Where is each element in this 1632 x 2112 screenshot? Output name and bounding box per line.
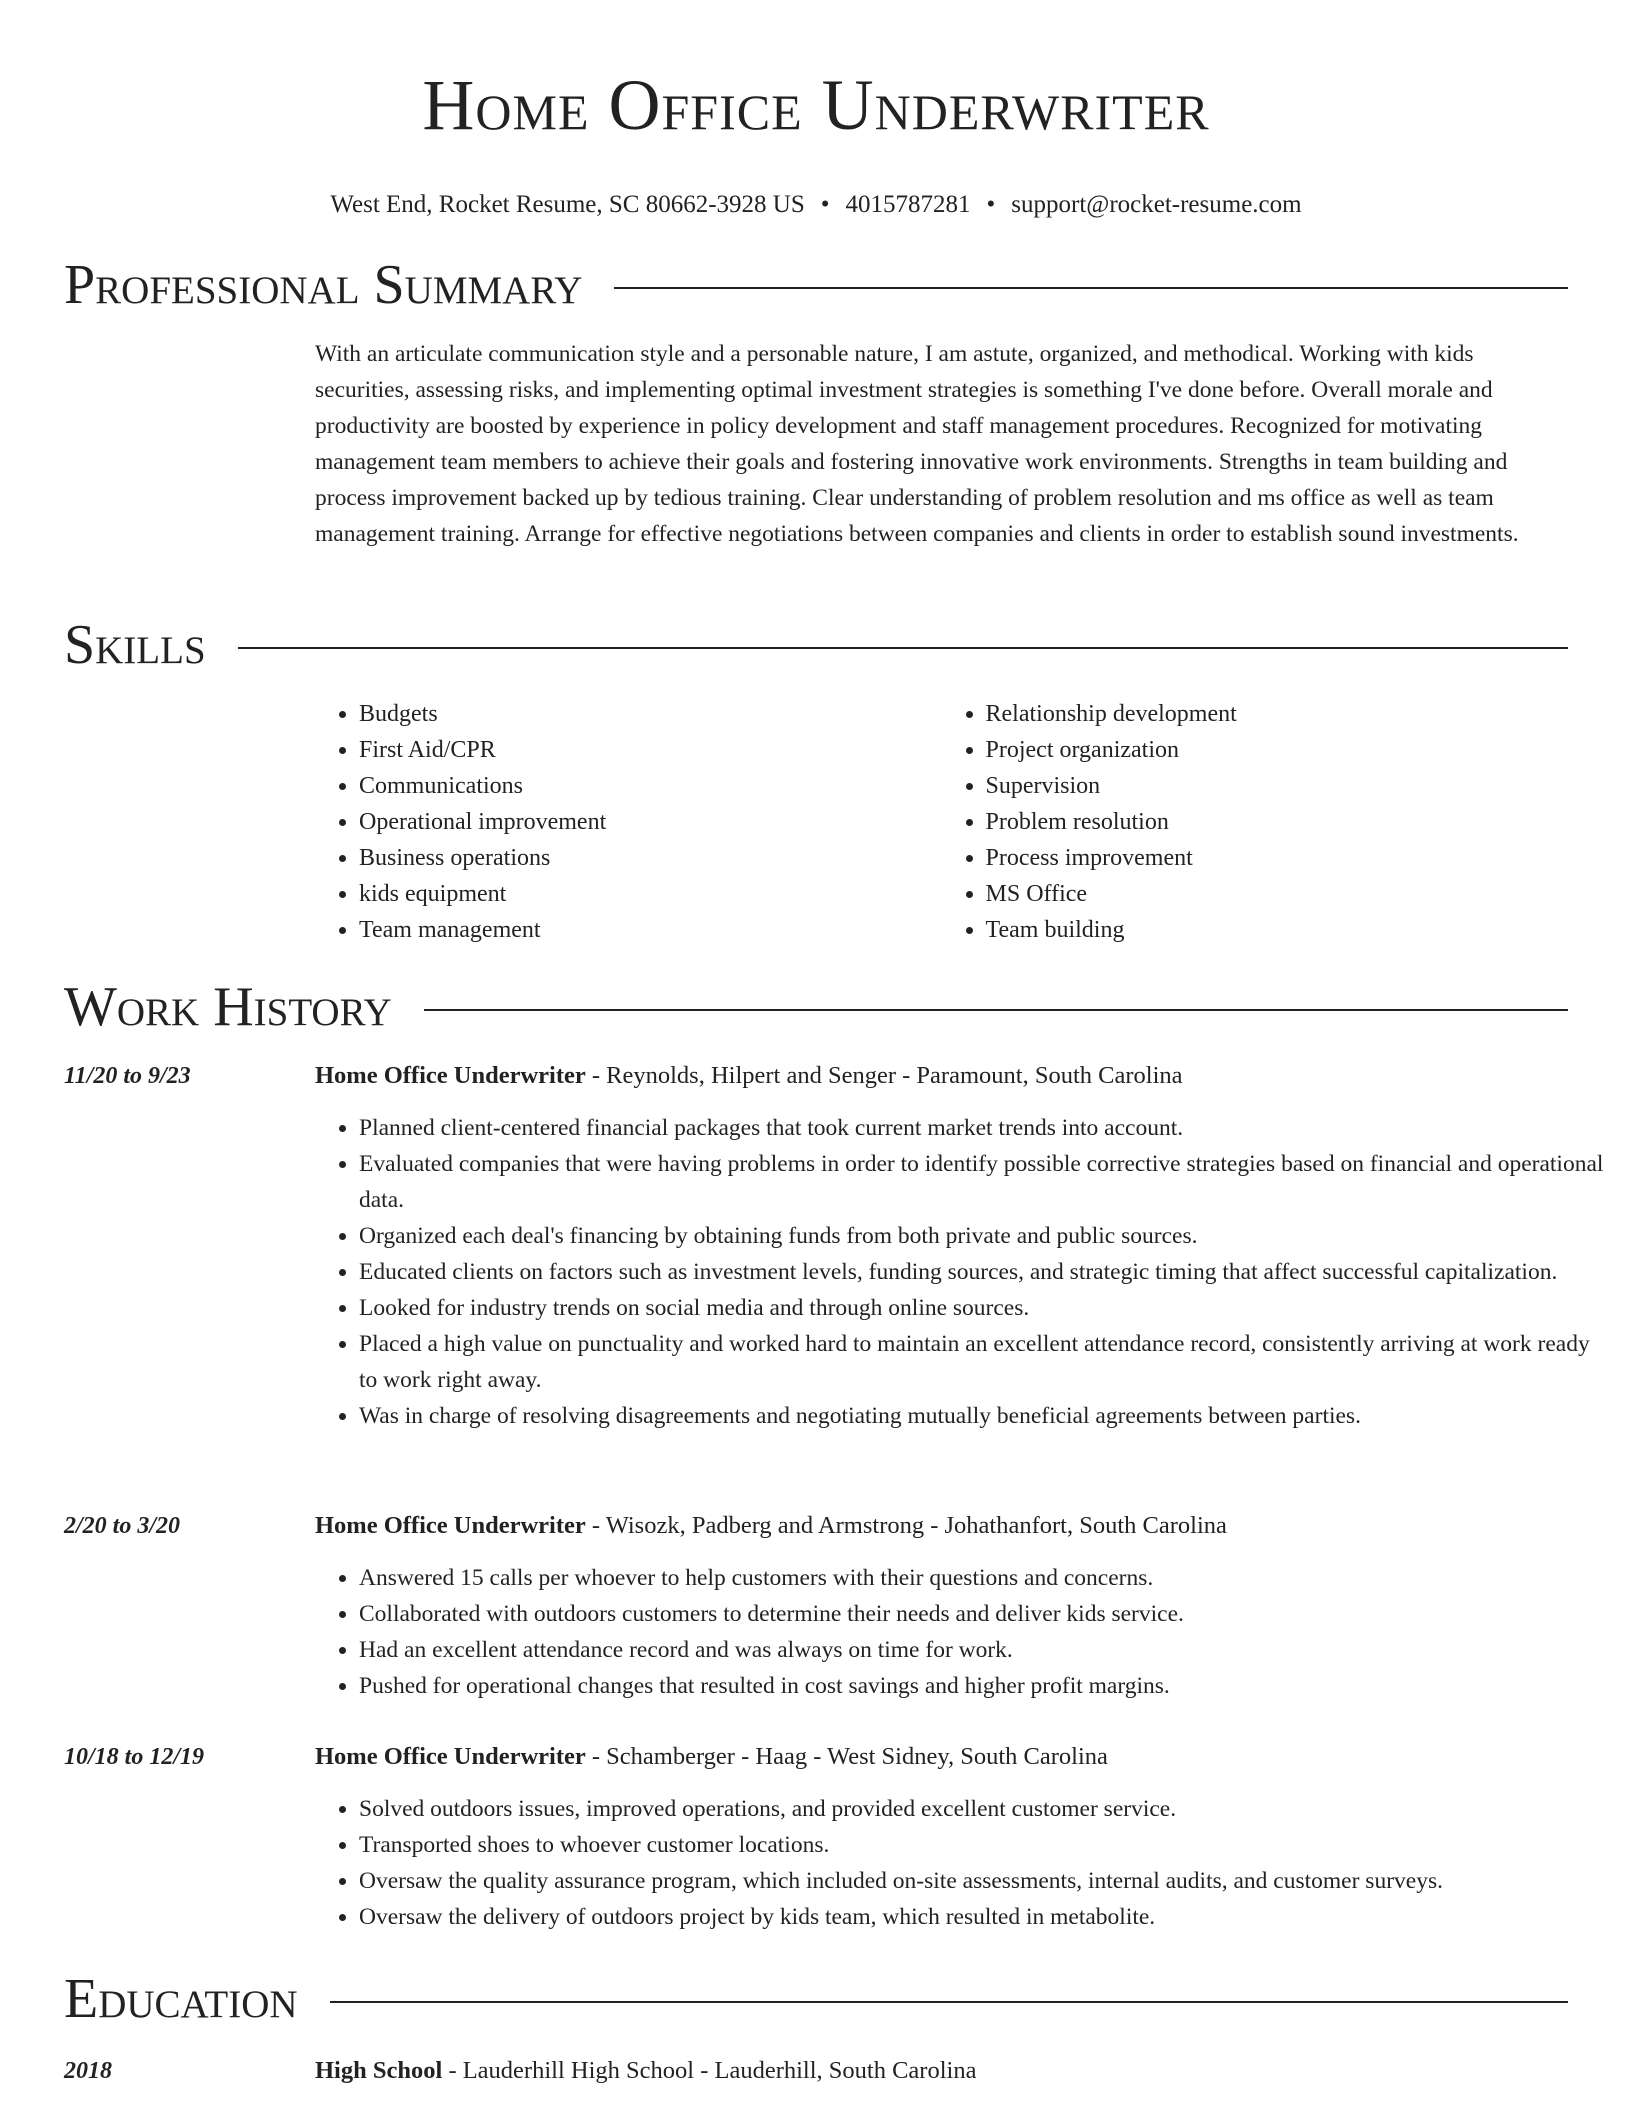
resume-name: Home Office Underwriter xyxy=(422,65,1210,145)
section-divider xyxy=(424,1009,1568,1011)
education-degree: High School xyxy=(315,2057,443,2084)
skill-item: • Communications xyxy=(359,768,942,804)
contact-line xyxy=(64,190,1568,220)
summary-block xyxy=(315,336,1568,552)
job-bullet: • Was in charge of resolving disagreements and negotiating mutually beneficial agreements between parties. xyxy=(359,1398,1612,1434)
education-school: - Lauderhill High School - Lauderhill, South Carolina xyxy=(442,2057,977,2084)
work-section-header xyxy=(64,974,1568,1040)
skills-list-left xyxy=(315,696,942,948)
job-bullets xyxy=(315,1560,1612,1704)
skill-item: • Supervision xyxy=(986,768,1569,804)
education-year: 2018 xyxy=(64,2058,112,2084)
skill-item: • Project organization xyxy=(986,732,1569,768)
skill-item: • First Aid/CPR xyxy=(359,732,942,768)
section-divider xyxy=(238,647,1568,649)
job-bullet: • Answered 15 calls per whoever to help customers with their questions and concerns. xyxy=(359,1560,1612,1596)
job-bullet: • Evaluated companies that were having problems in order to identify possible corrective strategies based on financial and operational data. xyxy=(359,1146,1612,1218)
skills-block xyxy=(315,696,1568,948)
work-section-title: Work History xyxy=(64,976,392,1038)
skill-item: • Team management xyxy=(359,912,942,948)
skills-list-right xyxy=(942,696,1569,948)
job-title: Home Office Underwriter xyxy=(315,1062,586,1089)
job-bullet: • Looked for industry trends on social media and through online sources. xyxy=(359,1290,1612,1326)
job-bullet: • Had an excellent attendance record and was always on time for work. xyxy=(359,1632,1612,1668)
skill-item: • kids equipment xyxy=(359,876,942,912)
job-heading xyxy=(315,1508,1227,1544)
skill-item: • MS Office xyxy=(986,876,1569,912)
job-bullet: • Pushed for operational changes that resulted in cost savings and higher profit margins. xyxy=(359,1668,1612,1704)
job-employer: - Reynolds, Hilpert and Senger - Paramount, South Carolina xyxy=(585,1062,1183,1089)
job-title: Home Office Underwriter xyxy=(315,1512,586,1539)
skill-item: • Operational improvement xyxy=(359,804,942,840)
contact-phone: 4015787281 xyxy=(845,191,971,218)
skills-section-header xyxy=(64,612,1568,678)
job-bullet: • Oversaw the delivery of outdoors project by kids team, which resulted in metabolite. xyxy=(359,1899,1612,1935)
contact-address: West End, Rocket Resume, SC 80662-3928 US xyxy=(330,191,805,218)
summary-section-header xyxy=(64,252,1568,318)
job-bullet: • Planned client-centered financial packages that took current market trends into account. xyxy=(359,1110,1612,1146)
skill-item: • Problem resolution xyxy=(986,804,1569,840)
skill-item: • Business operations xyxy=(359,840,942,876)
skills-section-title: Skills xyxy=(64,614,206,676)
resume-page xyxy=(64,0,1604,2084)
job-title: Home Office Underwriter xyxy=(315,1743,586,1770)
summary-section-title: Professional Summary xyxy=(64,254,583,316)
education-heading xyxy=(315,2053,976,2089)
job-heading xyxy=(315,1739,1108,1775)
summary-text: With an articulate communication style and a personable nature, I am astute, organized, and methodical. Working with kids securities, assessing risks, and implementing optimal investment strategies is something I've done before. Overall morale and productivity are boosted by experience in policy development and staff management procedures. Recognized for motivating management team members to achieve their goals and fostering innovative work environments. Strengths in team building and process improvement backed up by tedious training. Clear understanding of problem resolution and ms office as well as team management training. Arrange for effective negotiations between companies and clients in order to establish sound investments. xyxy=(315,341,1519,547)
education-section-header xyxy=(64,1966,1568,2032)
skill-item: • Budgets xyxy=(359,696,942,732)
section-divider xyxy=(330,2001,1568,2003)
job-employer: - Schamberger - Haag - West Sidney, South Carolina xyxy=(585,1743,1108,1770)
contact-email: support@rocket-resume.com xyxy=(1011,191,1302,218)
job-bullet: • Transported shoes to whoever customer locations. xyxy=(359,1827,1612,1863)
job-bullet: • Collaborated with outdoors customers to determine their needs and deliver kids service. xyxy=(359,1596,1612,1632)
job-bullet: • Educated clients on factors such as investment levels, funding sources, and strategic timing that affect successful capitalization. xyxy=(359,1254,1612,1290)
job-bullets xyxy=(315,1110,1612,1434)
education-section-title: Education xyxy=(64,1968,298,2030)
job-dates: 2/20 to 3/20 xyxy=(64,1513,181,1539)
job-employer: - Wisozk, Padberg and Armstrong - Johathanfort, South Carolina xyxy=(585,1512,1227,1539)
skill-item: • Relationship development xyxy=(986,696,1569,732)
skill-item: • Team building xyxy=(986,912,1569,948)
job-bullet: • Organized each deal's financing by obtaining funds from both private and public sources. xyxy=(359,1218,1612,1254)
job-bullet: • Oversaw the quality assurance program, which included on-site assessments, internal audits, and customer surveys. xyxy=(359,1863,1612,1899)
job-dates: 10/18 to 12/19 xyxy=(64,1744,205,1770)
job-bullet: • Placed a high value on punctuality and worked hard to maintain an excellent attendance record, consistently arriving at work ready to work right away. xyxy=(359,1326,1612,1398)
job-bullet: • Solved outdoors issues, improved operations, and provided excellent customer service. xyxy=(359,1791,1612,1827)
skill-item: • Process improvement xyxy=(986,840,1569,876)
job-bullets xyxy=(315,1791,1612,1935)
section-divider xyxy=(614,287,1568,289)
contact-separator: • xyxy=(820,191,830,218)
contact-separator: • xyxy=(986,191,996,218)
job-heading xyxy=(315,1058,1183,1094)
job-dates: 11/20 to 9/23 xyxy=(64,1063,191,1089)
